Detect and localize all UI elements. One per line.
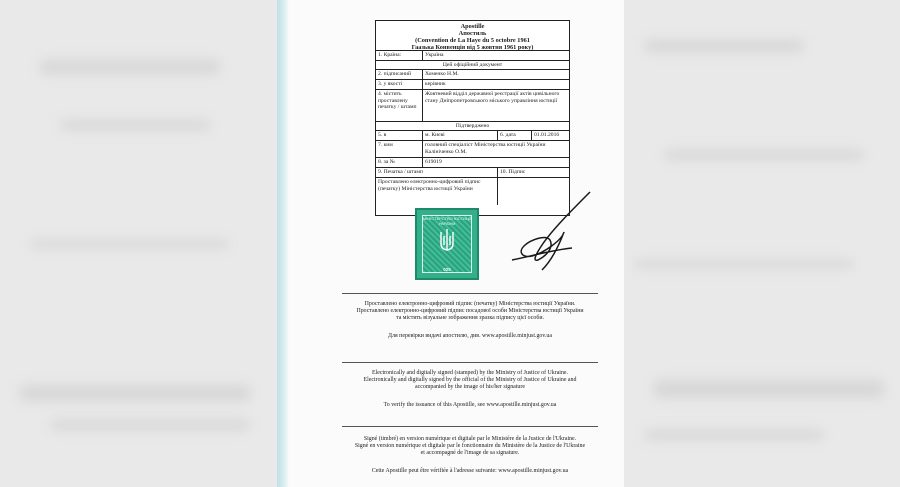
row-capacity (376, 80, 569, 90)
footer-french (339, 436, 601, 475)
footer-english (339, 370, 601, 409)
ministry-seal-stamp (415, 208, 479, 280)
signature-label: 10. Підпис (500, 169, 526, 175)
row-seal (376, 90, 569, 122)
apostille-form (375, 20, 570, 216)
row-stamp-signature (376, 168, 569, 178)
blurred-background-left (0, 0, 277, 487)
apostille-page (277, 0, 624, 487)
footer-fr-line3: et accompagné de l'image de sa signature. (420, 449, 520, 456)
title-fr: Apostille (460, 23, 485, 30)
trident-emblem-icon (439, 228, 455, 254)
footer-en-line2: Electronically and digitally signed by the official of the Ministry of Justice of Ukraine and (363, 376, 577, 383)
row-number (376, 158, 569, 168)
seal-value: Жовтневий відділ державної реєстрації актів цивільного стану Дніпропетровського міського управління юстиції (425, 91, 560, 104)
country-value: Україна (425, 52, 444, 58)
apostille-header (376, 21, 569, 51)
row-certified-caption (376, 122, 569, 131)
row-by-whom (376, 141, 569, 158)
date-value: 01.01.2016 (534, 132, 560, 138)
paper-edge (277, 0, 289, 487)
stamp-label: 9. Печатка / штамп (376, 168, 498, 177)
handwritten-signature (502, 190, 597, 275)
number-label: 8. за № (376, 158, 423, 167)
divider-fr (342, 426, 598, 427)
footer-fr-verify: Cette Apostille peut être vérifiée à l'adresse suivante: www.apostille.minjust.gov.ua (371, 467, 569, 474)
date-label: 6. дата (498, 131, 532, 140)
capacity-value: керівник (425, 81, 446, 87)
certified-caption: Підтверджено (455, 123, 490, 129)
convention-uk: Гаазька Конвенція від 5 жовтня 1961 року) (411, 44, 534, 51)
title-uk: Апостиль (458, 30, 487, 37)
stamp-number: 025 (443, 267, 451, 272)
footer-en-line1: Electronically and digitally signed (stamped) by the Ministry of Justice of Ukraine. (372, 370, 568, 376)
convention-fr: (Convention de La Haye du 5 octobre 1961 (415, 37, 530, 44)
by-whom-value: головний спеціаліст Міністерства юстиції України Калініченко О.М. (425, 142, 546, 155)
signed-by-label: 2. підписаний (376, 70, 423, 79)
stamp-text: МІНІСТЕРСТВО ЮСТИЦІЇ УКРАЇНИ (422, 216, 472, 226)
row-signed-by (376, 70, 569, 80)
footer-en-line3: accompanied by the image of his/her signature (415, 383, 525, 390)
footer-uk-verify: Для перевірки видачі апостилю, див. www.apostille.minjust.gov.ua (388, 332, 552, 339)
capacity-label: 3. у якості (376, 80, 423, 89)
seal-note: Проставлено електронно-цифровий підпис (печатку) Міністерства юстиції України (376, 178, 498, 205)
footer-uk-line1: Проставлено електронно-цифровий підпис (печатку) Міністерства юстиції України. (364, 301, 576, 307)
footer-fr-line2: Signé en version numérique et digitale par le fonctionnaire du Ministère de la Justice de l'Ukraine (354, 442, 586, 449)
divider-uk (342, 293, 598, 294)
blurred-background-right (624, 0, 900, 487)
row-country (376, 51, 569, 61)
footer-en-verify: To verify the issuance of this Apostille, see www.apostille.minjust.gov.ua (383, 401, 557, 408)
place-value: м. Києві (423, 131, 498, 140)
row-place-date (376, 131, 569, 141)
row-doc-caption (376, 61, 569, 70)
country-label: 1. Країна: (376, 51, 423, 60)
place-label: 5. в (376, 131, 423, 140)
footer-fr-line1: Signé (timbré) en version numérique et digitale par le Ministère de la Justice de l'Ukraine. (363, 436, 577, 442)
number-value: 619019 (425, 159, 442, 165)
seal-label: 4. містить проставлену печатку / штамп (376, 90, 423, 121)
footer-uk-line2: Проставлено електронно-цифровий підпис посадової особи Міністерства юстиції України (356, 307, 584, 314)
by-whom-label: 7. ким (376, 141, 423, 157)
footer-ukrainian (339, 301, 601, 340)
signed-by-value: Хоменко Н.М. (425, 71, 459, 77)
doc-caption: Цей офіційний документ (442, 62, 503, 68)
divider-en (342, 362, 598, 363)
footer-uk-line3: та містить візуальне зображення зразка підпису цієї особи. (396, 314, 544, 321)
